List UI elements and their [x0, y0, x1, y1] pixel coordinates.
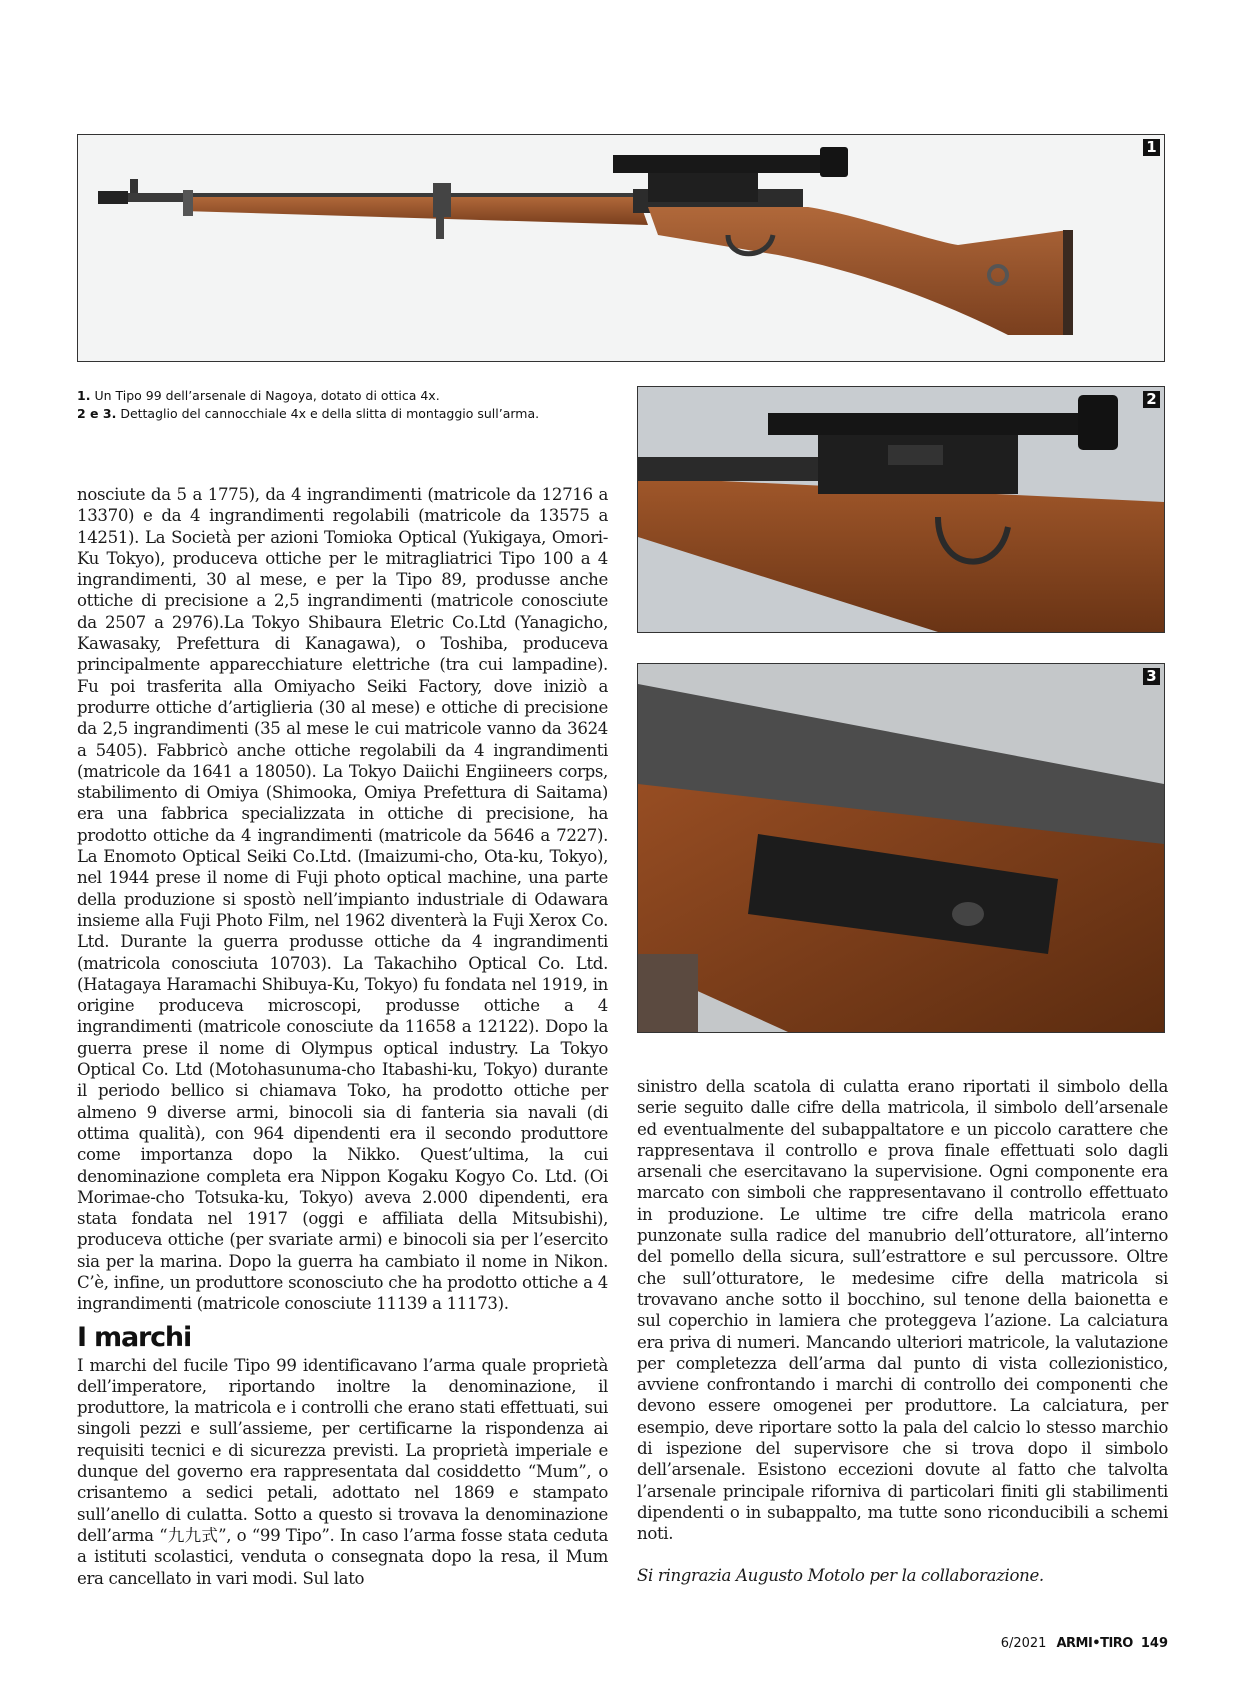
mount-detail-illustration [638, 664, 1164, 1032]
photo-number-badge: 1 [1143, 139, 1160, 156]
body-paragraph: nosciute da 5 a 1775), da 4 ingrandimenti (matricole da 12716 a 13370) e da 4 ingrandimenti regolabili (matricole da 13575 a 14251). La Società per azioni Tomioka Optical (Yukigaya, Omori-Ku Tokyo), produceva ottiche per le mitragliatrici Tipo 100 a 4 ingrandimenti, 30 al mese, e per la Tipo 89, produsse anche ottiche di precisione a 2,5 ingrandimenti (matricole conosciute da 2507 a 2976).La Tokyo Shibaura Eletric Co.Ltd (Yanagicho, Kawasaky, Prefettura di Kanagawa), o Toshiba, produceva principalmente apparecchiature elettriche (tra cui lampadine). Fu poi trasferita alla Omiyacho Seiki Factory, dove iniziò a produrre ottiche d’artiglieria (30 al mese) e ottiche di precisione da 2,5 ingrandimenti (35 al mese le cui matricole vanno da 3624 a 5405). Fabbricò anche ottiche regolabili da 4 ingrandimenti (matricole da 1641 a 18050). La Tokyo Daiichi Engiineers corps, stabilimento di Omiya (Shimooka, Omiya Prefettura di Saitama) era una fabbrica specializzata in ottiche di precisione, ha prodotto ottiche da 4 ingrandimenti (matricole da 5646 a 7227). La Enomoto Optical Seiki Co.Ltd. (Imaizumi-cho, Ota-ku, Tokyo), nel 1944 prese il nome di Fuji photo optical machine, una parte della produzione si spostò nell’impianto industriale di Odawara insieme alla Fuji Photo Film, nel 1962 diventerà la Fuji Xerox Co. Ltd. Durante la guerra produsse ottiche da 4 ingrandimenti (matricola conosciuta 10703). La Takachiho Optical Co. Ltd. (Hatagaya Haramachi Shibuya-Ku, Tokyo) fu fondata nel 1919, in origine produceva microscopi, produsse ottiche a 4 ingrandimenti (matricole conosciute da 11658 a 12122). Dopo la guerra prese il nome di Olympus optical industry. La Tokyo Optical Co. Ltd (Motohasunuma-cho Itabashi-ku, Tokyo) durante il periodo bellico si chiamava Toko, ha prodotto ottiche per almeno 9 diverse armi, binocoli sia di fanteria sia navali (di ottima qualità), con 964 dipendenti era il secondo produttore come importanza dopo la Nikko. Quest’ultima, la cui denominazione completa era Nippon Kogaku Kogyo Co. Ltd. (Oi Morimae-cho Totsuka-ku, Tokyo) aveva 2.000 dipendenti, era stata fondata nel 1917 (oggi e affiliata della Mitsubishi), produceva ottiche (per svariate armi) e binocoli sia per l’esercito sia per la marina. Dopo la guerra ha cambiato il nome in Nikon. C’è, infine, un produttore sconosciuto che ha prodotto ottiche a 4 ingrandimenti (matricole conosciute 11139 a 11173). [77, 485, 608, 1314]
caption-2-text: Dettaglio del cannocchiale 4x e della slitta di montaggio sull’arma. [120, 406, 540, 421]
photo-scope-detail [637, 386, 1165, 633]
rifle-illustration [78, 135, 1164, 361]
caption-2-number: 2 e 3. [77, 406, 117, 421]
article-column-right [637, 1076, 1168, 1586]
photo-number-badge: 2 [1143, 391, 1160, 408]
page-number: 149 [1140, 1636, 1168, 1651]
body-paragraph: sinistro della scatola di culatta erano riportati il simbolo della serie seguito dalle cifre della matricola, il simbolo dell’arsenale ed eventualmente del subappaltatore e un piccolo carattere che rappresentava il controllo e prova finale effettuati solo dagli arsenali che esercitavano la supervisione. Ogni componente era marcato con simboli che rappresentavano il controllo effettuato in produzione. Le ultime tre cifre della matricola erano punzonate sulla radice del manubrio dell’otturatore, all’interno del pomello della sicura, sull’estrattore e sul percussore. Oltre che sull’otturatore, le medesime cifre della matricola si trovavano anche sotto il bocchino, sul tenone della baionetta e sul coperchio in lamiera che proteggeva l’azione. La calciatura era priva di numeri. Mancando ulteriori matricole, la valutazione per completezza dell’arma dal punto di vista collezionistico, avviene confrontando i marchi di controllo dei componenti che devono essere omogenei per produttore. La calciatura, per esempio, deve riportare sotto la pala del calcio lo stesso marchio di ispezione del supervisore che si trova dopo il simbolo dell’arsenale. Esistono eccezioni dovute al fatto che talvolta l’arsenale principale riforniva di particolari finiti gli stabilimenti dipendenti o in subappalto, ma tutte sono riconducibili a schemi noti. [637, 1077, 1168, 1544]
section-heading: I marchi [77, 1321, 191, 1353]
photo-captions [77, 387, 617, 423]
page-footer [1001, 1636, 1168, 1651]
issue-number: 6/2021 [1000, 1636, 1047, 1651]
article-column-left [77, 484, 608, 1589]
caption-1-text: Un Tipo 99 dell’arsenale di Nagoya, dotato di ottica 4x. [94, 388, 440, 403]
acknowledgement: Si ringrazia Augusto Motolo per la collaborazione. [637, 1565, 1044, 1585]
caption-2 [77, 405, 617, 423]
caption-1 [77, 387, 617, 405]
magazine-name: ARMI•TIRO [1056, 1636, 1133, 1651]
photo-rifle-full [77, 134, 1165, 362]
body-paragraph: I marchi del fucile Tipo 99 identificavano l’arma quale proprietà dell’imperatore, riportando inoltre la denominazione, il produttore, la matricola e i controlli che erano stati effettuati, sui singoli pezzi e sull’assieme, per certificarne la rispondenza ai requisiti tecnici e di sicurezza previsti. La proprietà imperiale e dunque del governo era rappresentata dal cosiddetto “Mum”, o crisantemo a sedici petali, adottato nel 1869 e stampato sull’anello di culatta. Sotto a questo si trovava la denominazione dell’arma “九九式”, o “99 Tipo”. In caso l’arma fosse stata ceduta a istituti scolastici, venduta o consegnata dopo la resa, il Mum era cancellato in vari modi. Sul lato [77, 1355, 608, 1588]
caption-1-number: 1. [77, 388, 91, 403]
photo-mount-detail [637, 663, 1165, 1033]
photo-number-badge: 3 [1143, 668, 1160, 685]
scope-detail-illustration [638, 387, 1164, 632]
